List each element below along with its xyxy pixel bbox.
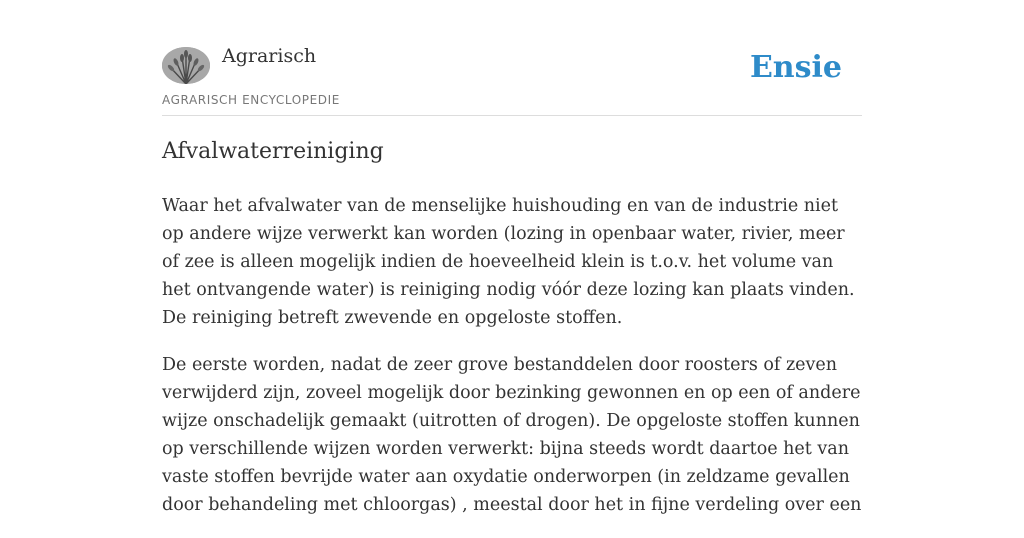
site-name[interactable]: Agrarisch xyxy=(222,45,317,67)
article-paragraph: De eerste worden, nadat de zeer grove bestanddelen door roosters of zeven verwijderd zijn, zoveel mogelijk door bezinking gewonnen en op een of andere wijze onschadelijk gemaakt (uitrotten of drogen). De opgeloste stoffen kunnen op verschillende wijzen worden verwerkt: bijna steeds wordt daartoe het van vaste stoffen bevrijde water aan oxydatie onderworpen (in zeldzame gevallen door behandeling met chloorgas) , meestal door het in fijne verdeling over een xyxy=(162,355,862,515)
brand-logo[interactable]: Ensie xyxy=(749,50,842,85)
site-subtitle: AGRARISCH ENCYCLOPEDIE xyxy=(162,93,340,107)
article-body xyxy=(162,192,862,538)
article-page xyxy=(162,0,862,515)
article-title: Afvalwaterreiniging xyxy=(162,139,384,164)
header-divider xyxy=(162,115,862,116)
wheat-logo-icon[interactable] xyxy=(162,47,210,84)
article-paragraph: Waar het afvalwater van de menselijke huishouding en van de industrie niet op andere wijze verwerkt kan worden (lozing in openbaar water, rivier, meer of zee is alleen mogelijk indien de hoeveelheid klein is t.o.v. het volume van het ontvangende water) is reiniging nodig vóór deze lozing kan plaats vinden. De reiniging betreft zwevende en opgeloste stoffen. xyxy=(162,196,855,328)
